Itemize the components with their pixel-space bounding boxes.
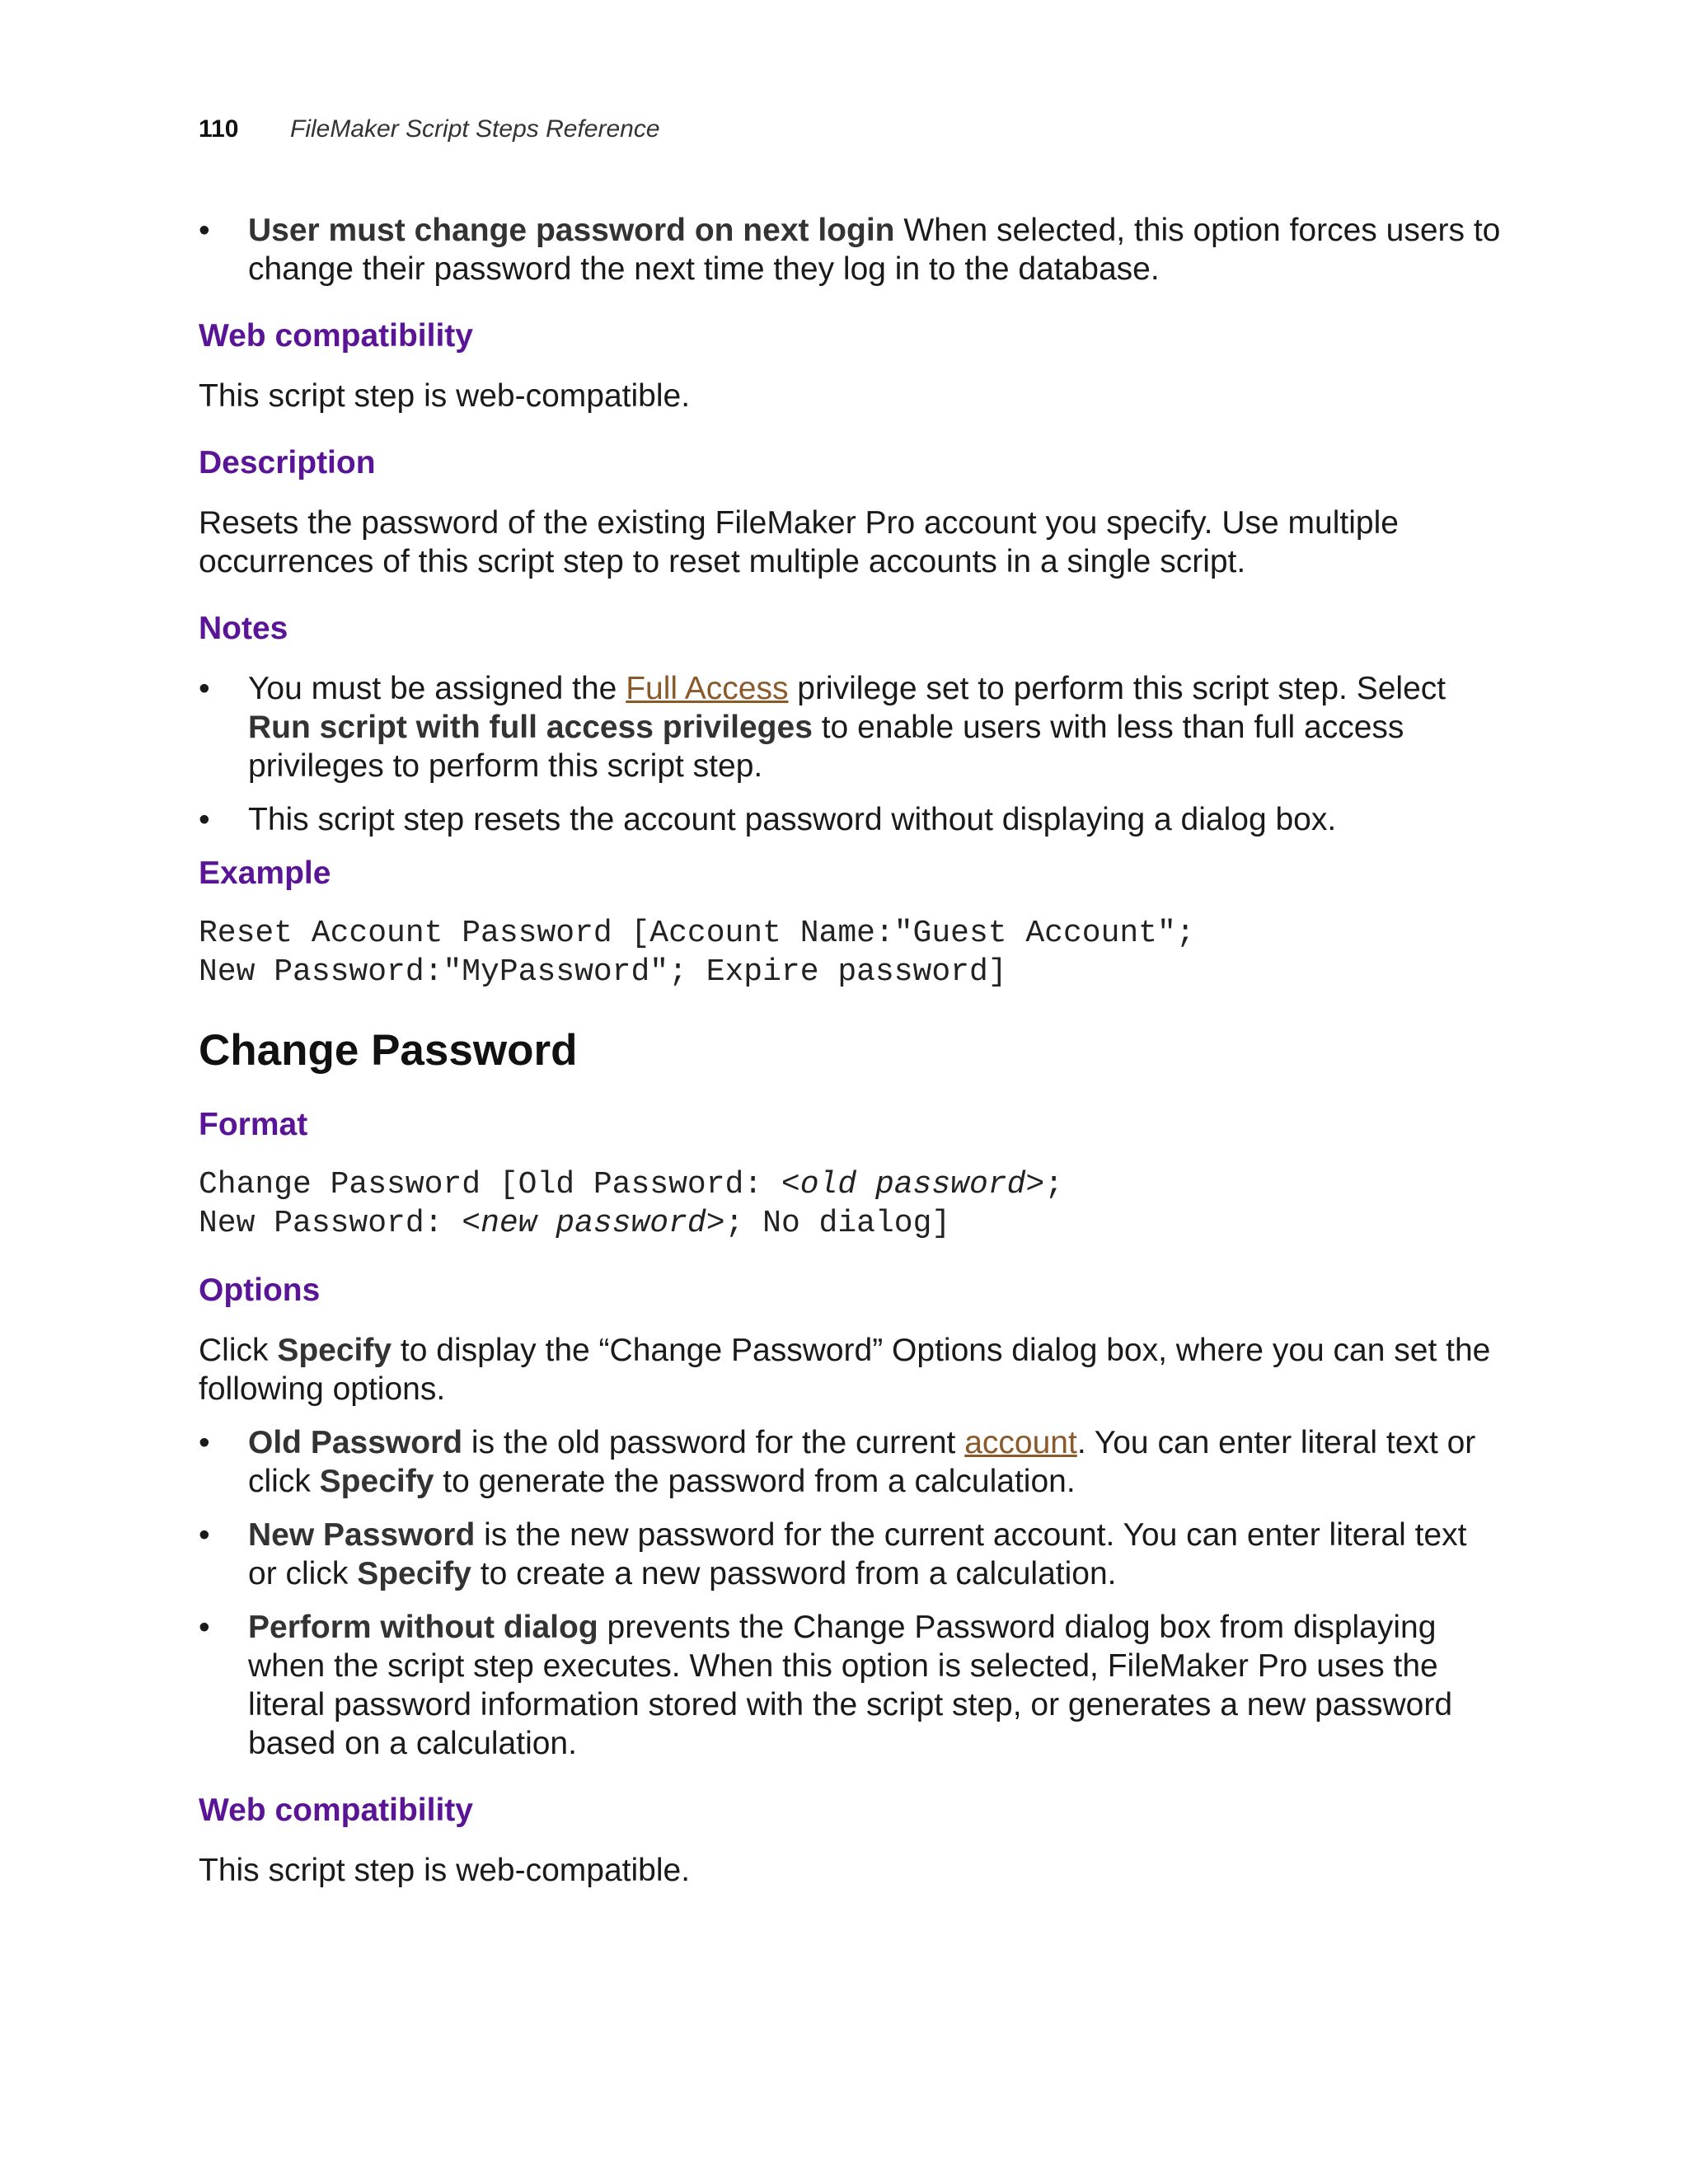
option-text: prevents the Change Password dialog box from displaying when the script step executes. When this option is selected, FileMaker Pro uses the literal password information stored with the script step, or generates a new password based on a calculation. xyxy=(248,1610,1453,1761)
options-text: to display the “Change Password” Options dialog box, where you can set the following options. xyxy=(199,1333,1491,1407)
option-bullet-perform-without-dialog xyxy=(199,1608,1501,1763)
description-text: Resets the password of the existing FileMaker Pro account you specify. Use multiple occurrences of this script step to reset multiple accounts in a single script. xyxy=(199,505,1399,579)
bullet-glyph: • xyxy=(199,213,210,248)
section-heading-web-compatibility-2: Web compatibility xyxy=(199,1793,473,1828)
bullet-glyph: • xyxy=(199,1425,210,1460)
account-link[interactable]: account xyxy=(964,1425,1077,1460)
running-header xyxy=(199,115,660,143)
code-placeholder: <new password> xyxy=(462,1206,725,1241)
bullet-glyph: • xyxy=(199,802,210,837)
section-heading-description: Description xyxy=(199,445,376,480)
run-script-full-access-label: Run script with full access privileges xyxy=(248,710,813,745)
bullet-glyph: • xyxy=(199,1517,210,1553)
format-code-line xyxy=(199,1204,1501,1243)
option-text: When selected, this option forces users to change their password the next time they log in to the database. xyxy=(248,213,1501,287)
option-text: to create a new password from a calculation. xyxy=(471,1556,1117,1591)
option-bullet-new-password xyxy=(199,1516,1501,1593)
web-compatibility-text: This script step is web-compatible. xyxy=(199,378,691,414)
code-text: ; xyxy=(1044,1167,1063,1202)
specify-label: Specify xyxy=(319,1464,434,1499)
note-text: to enable users with less than full access privileges to perform this script step. xyxy=(248,710,1404,784)
code-text: New Password: xyxy=(199,1206,462,1241)
section-heading-notes: Notes xyxy=(199,611,288,646)
note-text: This script step resets the account password without displaying a dialog box. xyxy=(248,802,1337,837)
code-text: Change Password [Old Password: xyxy=(199,1167,781,1202)
option-name: New Password xyxy=(248,1517,476,1553)
bullet-glyph: • xyxy=(199,671,210,706)
example-code-line: New Password:"MyPassword"; Expire password] xyxy=(199,954,1007,990)
bullet-glyph: • xyxy=(199,1610,210,1645)
option-text: is the old password for the current xyxy=(462,1425,965,1460)
full-access-link[interactable]: Full Access xyxy=(626,671,789,706)
note-text: You must be assigned the xyxy=(248,671,626,706)
option-name: Old Password xyxy=(248,1425,463,1460)
running-title: FileMaker Script Steps Reference xyxy=(290,115,660,143)
specify-label: Specify xyxy=(277,1333,392,1368)
format-code-line xyxy=(199,1165,1501,1204)
page-number: 110 xyxy=(199,115,239,143)
option-text: to generate the password from a calculation. xyxy=(434,1464,1076,1499)
code-placeholder: <old password> xyxy=(781,1167,1045,1202)
notes-bullet-no-dialog xyxy=(199,800,1501,839)
page-content xyxy=(199,211,1501,1890)
section-heading-web-compatibility: Web compatibility xyxy=(199,318,473,354)
option-name: Perform without dialog xyxy=(248,1610,598,1645)
option-bullet-old-password xyxy=(199,1423,1501,1501)
web-compatibility-text-2: This script step is web-compatible. xyxy=(199,1853,691,1888)
section-heading-example: Example xyxy=(199,855,331,891)
code-text: ; No dialog] xyxy=(724,1206,951,1241)
section-heading-options: Options xyxy=(199,1272,321,1308)
option-bullet-must-change xyxy=(199,211,1501,288)
notes-bullet-full-access xyxy=(199,669,1501,785)
specify-label: Specify xyxy=(357,1556,471,1591)
option-text: . You can enter literal text or click xyxy=(248,1425,1476,1499)
option-name: User must change password on next login xyxy=(248,213,895,248)
options-text: Click xyxy=(199,1333,278,1368)
example-code-line: Reset Account Password [Account Name:"Guest Account"; xyxy=(199,916,1195,951)
topic-title-change-password: Change Password xyxy=(199,1026,578,1075)
option-text: is the new password for the current account. You can enter literal text or click xyxy=(248,1517,1467,1591)
note-text: privilege set to perform this script step. Select xyxy=(788,671,1447,706)
section-heading-format: Format xyxy=(199,1107,308,1142)
options-intro xyxy=(199,1331,1501,1408)
